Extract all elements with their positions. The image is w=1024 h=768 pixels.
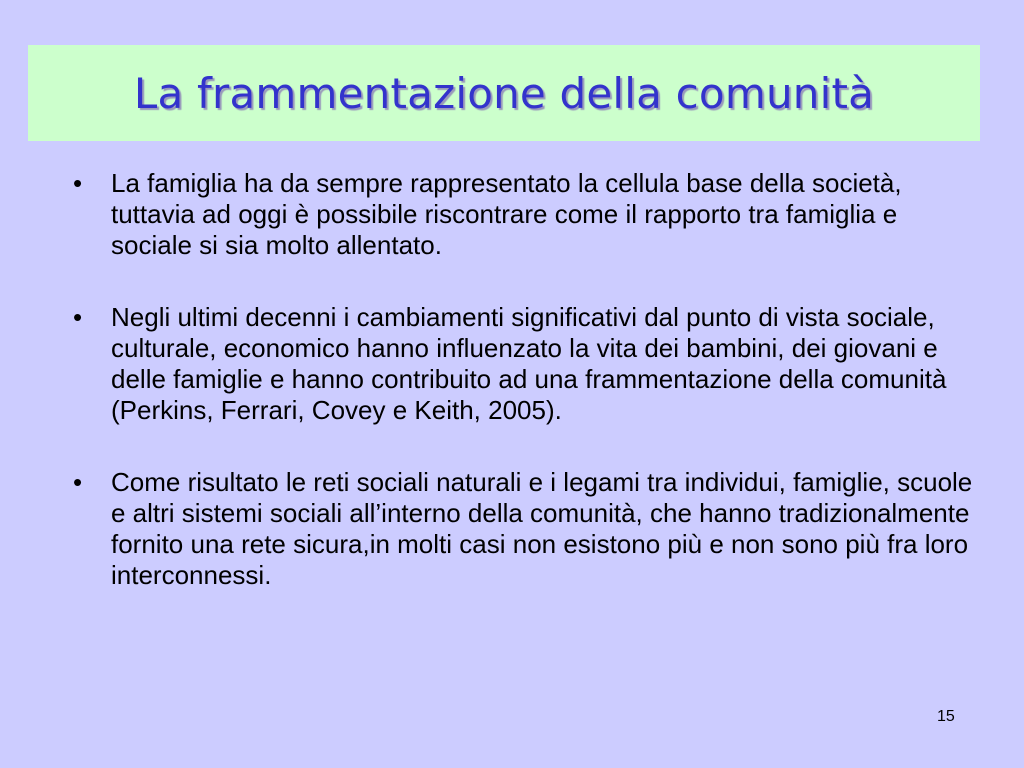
bullet-text: Come risultato le reti sociali naturali e i legami tra individui, famiglie, scuole e altri sistemi sociali all’interno della comunità, che hanno tradizionalmente fornito una rete sicura,in molti casi non esistono più e non sono più fra loro interconnessi. (111, 467, 973, 590)
bullet-text: Negli ultimi decenni i cambiamenti significativi dal punto di vista sociale, culturale, economico hanno influenzato la vita dei bambini, dei giovani e delle famiglie e hanno contribuito ad una frammentazione della comunità (Perkins, Ferrari, Covey e Keith, 2005). (111, 302, 947, 425)
bullet-item (73, 302, 973, 426)
bullet-marker: • (73, 467, 83, 497)
bullet-item (73, 168, 973, 261)
title-banner (28, 45, 980, 141)
bullet-list (73, 168, 973, 591)
page-number: 15 (937, 708, 955, 725)
bullet-item (73, 467, 973, 591)
bullet-text: La famiglia ha da sempre rappresentato la cellula base della società, tuttavia ad oggi è possibile riscontrare come il rapporto tra famiglia e sociale si sia molto allentato. (111, 168, 902, 260)
slide-title: La frammentazione della comunità (133, 68, 875, 118)
bullet-marker: • (73, 168, 83, 198)
bullet-marker: • (73, 302, 83, 332)
